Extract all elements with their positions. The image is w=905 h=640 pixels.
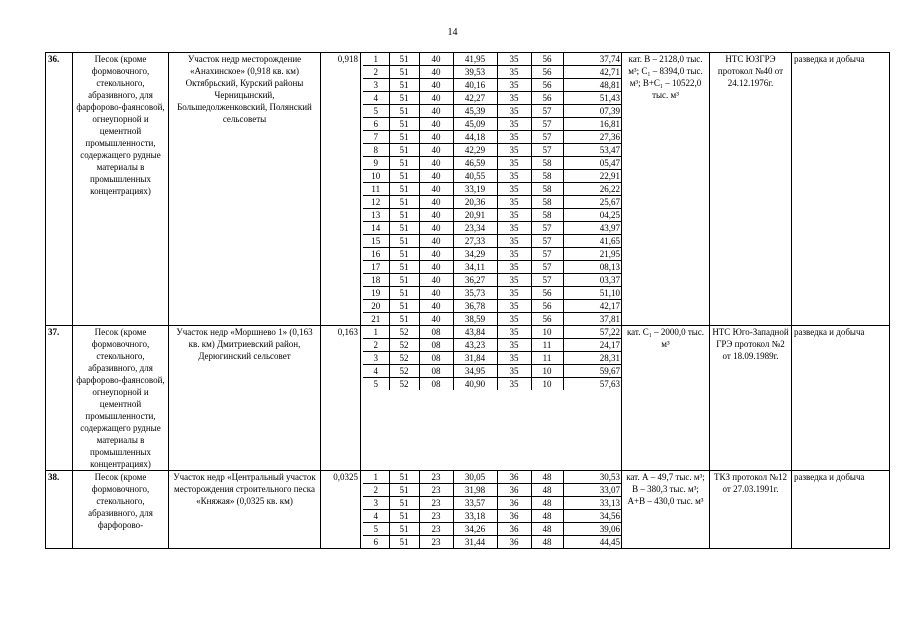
lat-degrees: 51: [389, 313, 419, 326]
lat-minutes: 08: [419, 326, 453, 339]
lat-degrees: 51: [389, 523, 419, 536]
row-number: 38.: [46, 471, 73, 549]
coordinate-point: [363, 523, 622, 536]
lon-minutes: 56: [531, 313, 563, 326]
lat-degrees: 51: [389, 92, 419, 105]
lon-seconds: 22,91: [563, 170, 622, 183]
lat-degrees: 51: [389, 66, 419, 79]
point-number: 17: [363, 261, 389, 274]
coordinates-table: [363, 53, 622, 325]
lon-minutes: 57: [531, 131, 563, 144]
approval-protocol: НТС ЮЗГРЭ протокол №40 от 24.12.1976г.: [710, 53, 792, 326]
lat-degrees: 52: [389, 326, 419, 339]
point-number: 1: [363, 53, 389, 66]
lon-seconds: 28,31: [563, 352, 622, 365]
point-number: 15: [363, 235, 389, 248]
reserves: кат. В – 2128,0 тыс. м³; С₁ – 8394,0 тыс. м³; В+С₁ – 10522,0 тыс. м³: [622, 53, 710, 326]
lon-minutes: 57: [531, 274, 563, 287]
lon-minutes: 57: [531, 144, 563, 157]
lat-seconds: 34,11: [453, 261, 497, 274]
lon-minutes: 48: [531, 536, 563, 549]
coordinate-point: [363, 274, 622, 287]
coordinates-cell: [361, 326, 622, 471]
lat-minutes: 23: [419, 536, 453, 549]
point-number: 5: [363, 378, 389, 391]
lon-degrees: 35: [497, 105, 531, 118]
lon-degrees: 36: [497, 497, 531, 510]
lat-minutes: 23: [419, 471, 453, 484]
subsoil-registry-table: [45, 52, 890, 549]
point-number: 3: [363, 79, 389, 92]
mineral-type: Песок (кроме формовочного, стекольного, абразивного, для фарфорово-: [73, 471, 169, 549]
lat-minutes: 40: [419, 53, 453, 66]
site-description: Участок недр «Моршнево 1» (0,163 кв. км) Дмитриевский район, Дерюгинский сельсовет: [169, 326, 321, 471]
lon-degrees: 35: [497, 66, 531, 79]
coordinates-cell: [361, 53, 622, 326]
lat-degrees: 51: [389, 484, 419, 497]
point-number: 6: [363, 536, 389, 549]
lon-degrees: 35: [497, 352, 531, 365]
lat-seconds: 36,78: [453, 300, 497, 313]
lat-degrees: 51: [389, 144, 419, 157]
lon-minutes: 10: [531, 378, 563, 391]
lon-seconds: 16,81: [563, 118, 622, 131]
lon-minutes: 58: [531, 183, 563, 196]
lat-degrees: 51: [389, 170, 419, 183]
lat-minutes: 08: [419, 378, 453, 391]
lat-seconds: 40,90: [453, 378, 497, 391]
lat-seconds: 44,18: [453, 131, 497, 144]
lon-minutes: 10: [531, 365, 563, 378]
lon-minutes: 56: [531, 53, 563, 66]
lon-seconds: 07,39: [563, 105, 622, 118]
coordinate-point: [363, 131, 622, 144]
coordinate-point: [363, 196, 622, 209]
coordinate-point: [363, 365, 622, 378]
lon-degrees: 36: [497, 523, 531, 536]
lon-minutes: 48: [531, 471, 563, 484]
point-number: 21: [363, 313, 389, 326]
coordinate-point: [363, 248, 622, 261]
lon-minutes: 10: [531, 326, 563, 339]
coordinate-point: [363, 497, 622, 510]
registry-row: [46, 326, 890, 471]
lon-seconds: 25,67: [563, 196, 622, 209]
site-area: 0,918: [321, 53, 361, 326]
lon-seconds: 21,95: [563, 248, 622, 261]
lon-seconds: 37,74: [563, 53, 622, 66]
lat-degrees: 51: [389, 196, 419, 209]
lat-minutes: 40: [419, 248, 453, 261]
lon-seconds: 57,22: [563, 326, 622, 339]
mineral-type: Песок (кроме формовочного, стекольного, абразивного, для фарфорово-фаянсовой, огнеупорной и цементной промышленности, содержащего рудные материалы в промышленных концентрациях): [73, 53, 169, 326]
lon-minutes: 57: [531, 248, 563, 261]
lat-minutes: 40: [419, 287, 453, 300]
lat-minutes: 40: [419, 131, 453, 144]
lon-minutes: 58: [531, 209, 563, 222]
row-number: 37.: [46, 326, 73, 471]
lon-degrees: 35: [497, 365, 531, 378]
lon-minutes: 48: [531, 523, 563, 536]
lat-degrees: 51: [389, 235, 419, 248]
lon-seconds: 05,47: [563, 157, 622, 170]
lat-seconds: 36,27: [453, 274, 497, 287]
lon-seconds: 08,13: [563, 261, 622, 274]
lat-minutes: 40: [419, 222, 453, 235]
use-purpose: разведка и добыча: [792, 53, 890, 326]
lat-seconds: 43,23: [453, 339, 497, 352]
site-description: Участок недр месторождение «Анахинское» (0,918 кв. км) Октябрьский, Курский районы Черницынский, Большедолженковский, Полянский сельсоветы: [169, 53, 321, 326]
coordinate-point: [363, 339, 622, 352]
lon-degrees: 35: [497, 196, 531, 209]
lon-minutes: 56: [531, 287, 563, 300]
lat-seconds: 23,34: [453, 222, 497, 235]
lon-degrees: 35: [497, 300, 531, 313]
lat-seconds: 20,91: [453, 209, 497, 222]
lat-degrees: 51: [389, 274, 419, 287]
lat-minutes: 40: [419, 274, 453, 287]
point-number: 3: [363, 497, 389, 510]
lat-degrees: 52: [389, 378, 419, 391]
lat-degrees: 51: [389, 183, 419, 196]
lat-seconds: 20,36: [453, 196, 497, 209]
mineral-type: Песок (кроме формовочного, стекольного, абразивного, для фарфорово-фаянсовой, огнеупорной и цементной промышленности, содержащего рудные материалы в промышленных концентрациях): [73, 326, 169, 471]
point-number: 4: [363, 92, 389, 105]
lat-degrees: 51: [389, 53, 419, 66]
lat-minutes: 08: [419, 365, 453, 378]
point-number: 11: [363, 183, 389, 196]
lat-degrees: 52: [389, 352, 419, 365]
use-purpose: разведка и добыча: [792, 326, 890, 471]
lat-seconds: 34,26: [453, 523, 497, 536]
lat-seconds: 40,55: [453, 170, 497, 183]
point-number: 2: [363, 484, 389, 497]
lat-seconds: 34,95: [453, 365, 497, 378]
lat-degrees: 51: [389, 105, 419, 118]
lon-degrees: 35: [497, 209, 531, 222]
point-number: 4: [363, 365, 389, 378]
site-area: 0,0325: [321, 471, 361, 549]
lon-minutes: 58: [531, 196, 563, 209]
lon-seconds: 43,97: [563, 222, 622, 235]
coordinate-point: [363, 352, 622, 365]
coordinate-point: [363, 92, 622, 105]
lat-seconds: 45,09: [453, 118, 497, 131]
lon-seconds: 41,65: [563, 235, 622, 248]
lon-degrees: 35: [497, 118, 531, 131]
lon-degrees: 36: [497, 471, 531, 484]
point-number: 5: [363, 105, 389, 118]
registry-row: [46, 471, 890, 549]
lat-minutes: 40: [419, 170, 453, 183]
lon-seconds: 33,13: [563, 497, 622, 510]
lon-minutes: 57: [531, 261, 563, 274]
reserves: кат. А – 49,7 тыс. м³; В – 380,3 тыс. м³; А+В – 430,0 тыс. м³: [622, 471, 710, 549]
coordinate-point: [363, 183, 622, 196]
lat-degrees: 52: [389, 365, 419, 378]
point-number: 2: [363, 339, 389, 352]
coordinate-point: [363, 66, 622, 79]
lon-minutes: 57: [531, 235, 563, 248]
coordinate-point: [363, 287, 622, 300]
site-area: 0,163: [321, 326, 361, 471]
lon-minutes: 56: [531, 300, 563, 313]
lat-seconds: 30,05: [453, 471, 497, 484]
lat-degrees: 51: [389, 248, 419, 261]
point-number: 12: [363, 196, 389, 209]
lat-degrees: 51: [389, 287, 419, 300]
lon-seconds: 53,47: [563, 144, 622, 157]
lon-minutes: 57: [531, 118, 563, 131]
coordinate-point: [363, 222, 622, 235]
lat-degrees: 51: [389, 300, 419, 313]
point-number: 8: [363, 144, 389, 157]
lat-minutes: 23: [419, 510, 453, 523]
lat-minutes: 40: [419, 300, 453, 313]
row-number: 36.: [46, 53, 73, 326]
lat-seconds: 42,27: [453, 92, 497, 105]
coordinate-point: [363, 79, 622, 92]
lon-seconds: 42,71: [563, 66, 622, 79]
lat-seconds: 31,84: [453, 352, 497, 365]
page-number: 14: [447, 27, 458, 38]
lat-seconds: 46,59: [453, 157, 497, 170]
coordinate-point: [363, 313, 622, 326]
lon-degrees: 35: [497, 131, 531, 144]
lon-seconds: 39,06: [563, 523, 622, 536]
coordinate-point: [363, 484, 622, 497]
lon-seconds: 37,81: [599, 314, 620, 324]
lon-seconds: 24,17: [563, 339, 622, 352]
lat-minutes: 40: [419, 183, 453, 196]
lon-degrees: 35: [497, 339, 531, 352]
lon-seconds: 48,81: [563, 79, 622, 92]
lon-degrees: 35: [497, 313, 531, 326]
lon-degrees: 35: [497, 183, 531, 196]
lon-minutes: 58: [531, 170, 563, 183]
lat-seconds: 45,39: [453, 105, 497, 118]
lon-seconds: 04,25: [563, 209, 622, 222]
lon-seconds: 34,56: [563, 510, 622, 523]
coordinates-table: [363, 326, 622, 390]
lon-degrees: 35: [497, 248, 531, 261]
lat-minutes: 23: [419, 497, 453, 510]
use-purpose: разведка и добыча: [792, 471, 890, 549]
lat-minutes: 40: [419, 105, 453, 118]
coordinate-point: [363, 471, 622, 484]
lat-seconds: 41,95: [453, 53, 497, 66]
lat-seconds: 33,57: [453, 497, 497, 510]
lon-minutes: 56: [531, 92, 563, 105]
lat-minutes: 40: [419, 313, 453, 326]
lon-minutes: 57: [531, 105, 563, 118]
lon-degrees: 35: [497, 79, 531, 92]
lat-degrees: 51: [389, 118, 419, 131]
lat-degrees: 51: [389, 222, 419, 235]
point-number: 19: [363, 287, 389, 300]
lat-seconds: 35,73: [453, 287, 497, 300]
lon-degrees: 35: [497, 170, 531, 183]
lon-degrees: 36: [497, 510, 531, 523]
lon-degrees: 35: [497, 157, 531, 170]
coordinate-point: [363, 105, 622, 118]
lat-seconds: 34,29: [453, 248, 497, 261]
point-number: 16: [363, 248, 389, 261]
lat-seconds: 42,29: [453, 144, 497, 157]
lon-degrees: 35: [497, 261, 531, 274]
coordinate-point: [363, 170, 622, 183]
point-number: 3: [363, 352, 389, 365]
lat-degrees: 51: [389, 471, 419, 484]
lon-degrees: 35: [497, 274, 531, 287]
coordinate-point: [363, 378, 622, 391]
lat-degrees: 51: [389, 261, 419, 274]
lon-minutes: 11: [531, 352, 563, 365]
coordinate-point: [363, 326, 622, 339]
lon-seconds: 51,10: [563, 287, 622, 300]
lat-minutes: 40: [419, 79, 453, 92]
lat-minutes: 40: [419, 209, 453, 222]
lon-degrees: 35: [497, 287, 531, 300]
point-number: 18: [363, 274, 389, 287]
lon-minutes: 56: [531, 79, 563, 92]
point-number: 7: [363, 131, 389, 144]
lon-minutes: 57: [531, 222, 563, 235]
coordinate-point: [363, 235, 622, 248]
lat-minutes: 40: [419, 144, 453, 157]
lon-minutes: 48: [531, 484, 563, 497]
lat-minutes: 23: [419, 523, 453, 536]
lat-minutes: 40: [419, 66, 453, 79]
reserves: кат. С₁ – 2000,0 тыс. м³: [622, 326, 710, 471]
point-number: 1: [363, 326, 389, 339]
lon-seconds: 44,45: [599, 537, 620, 547]
lat-minutes: 08: [419, 339, 453, 352]
lat-degrees: 51: [389, 209, 419, 222]
lon-seconds: 59,67: [563, 365, 622, 378]
lat-seconds: 43,84: [453, 326, 497, 339]
lon-degrees: 35: [497, 222, 531, 235]
lat-minutes: 40: [419, 196, 453, 209]
coordinates-table: [363, 471, 622, 548]
lat-degrees: 51: [389, 79, 419, 92]
point-number: 5: [363, 523, 389, 536]
lat-seconds: 27,33: [453, 235, 497, 248]
lon-degrees: 36: [497, 484, 531, 497]
coordinate-point: [363, 209, 622, 222]
point-number: 1: [363, 471, 389, 484]
site-description: Участок недр «Центральный участок месторождения строительного песка «Княжая» (0,0325 кв. км): [169, 471, 321, 549]
point-number: 14: [363, 222, 389, 235]
lon-minutes: 48: [531, 510, 563, 523]
point-number: 20: [363, 300, 389, 313]
lat-seconds: 33,19: [453, 183, 497, 196]
point-number: 13: [363, 209, 389, 222]
lat-seconds: 39,53: [453, 66, 497, 79]
lat-minutes: 08: [419, 352, 453, 365]
lon-seconds: 27,36: [563, 131, 622, 144]
lon-minutes: 48: [531, 497, 563, 510]
lon-minutes: 56: [531, 66, 563, 79]
coordinate-point: [363, 300, 622, 313]
lon-seconds: 03,37: [563, 274, 622, 287]
lat-seconds: 31,44: [453, 536, 497, 549]
lon-seconds: 30,53: [563, 471, 622, 484]
lat-seconds: 38,59: [453, 313, 497, 326]
lon-seconds: 42,17: [563, 300, 622, 313]
lat-minutes: 40: [419, 261, 453, 274]
lat-seconds: 33,18: [453, 510, 497, 523]
coordinate-point: [363, 118, 622, 131]
approval-protocol: НТС Юго-Западной ГРЭ протокол №2 от 18.09.1989г.: [710, 326, 792, 471]
lat-minutes: 23: [419, 484, 453, 497]
lat-degrees: 51: [389, 510, 419, 523]
lat-degrees: 51: [389, 157, 419, 170]
lon-seconds: 57,63: [599, 379, 620, 389]
approval-protocol: ТКЗ протокол №12 от 27.03.1991г.: [710, 471, 792, 549]
coordinate-point: [363, 510, 622, 523]
lon-degrees: 35: [497, 53, 531, 66]
point-number: 4: [363, 510, 389, 523]
lat-degrees: 51: [389, 131, 419, 144]
lon-degrees: 35: [497, 326, 531, 339]
lon-minutes: 58: [531, 157, 563, 170]
coordinate-point: [363, 144, 622, 157]
lat-degrees: 52: [389, 339, 419, 352]
point-number: 9: [363, 157, 389, 170]
point-number: 10: [363, 170, 389, 183]
coordinates-cell: [361, 471, 622, 549]
lat-minutes: 40: [419, 92, 453, 105]
lon-seconds: 51,43: [563, 92, 622, 105]
point-number: 6: [363, 118, 389, 131]
lat-degrees: 51: [389, 536, 419, 549]
coordinate-point: [363, 157, 622, 170]
lat-degrees: 51: [389, 497, 419, 510]
lat-seconds: 40,16: [453, 79, 497, 92]
lon-seconds: 33,07: [563, 484, 622, 497]
coordinate-point: [363, 261, 622, 274]
lon-minutes: 11: [531, 339, 563, 352]
point-number: 2: [363, 66, 389, 79]
lon-degrees: 35: [497, 378, 531, 391]
coordinate-point: [363, 53, 622, 66]
lon-degrees: 36: [497, 536, 531, 549]
lat-seconds: 31,98: [453, 484, 497, 497]
lat-minutes: 40: [419, 118, 453, 131]
lon-degrees: 35: [497, 235, 531, 248]
lon-seconds: 26,22: [563, 183, 622, 196]
registry-row: [46, 53, 890, 326]
lat-minutes: 40: [419, 157, 453, 170]
lon-degrees: 35: [497, 144, 531, 157]
lon-degrees: 35: [497, 92, 531, 105]
coordinate-point: [363, 536, 622, 549]
lat-minutes: 40: [419, 235, 453, 248]
